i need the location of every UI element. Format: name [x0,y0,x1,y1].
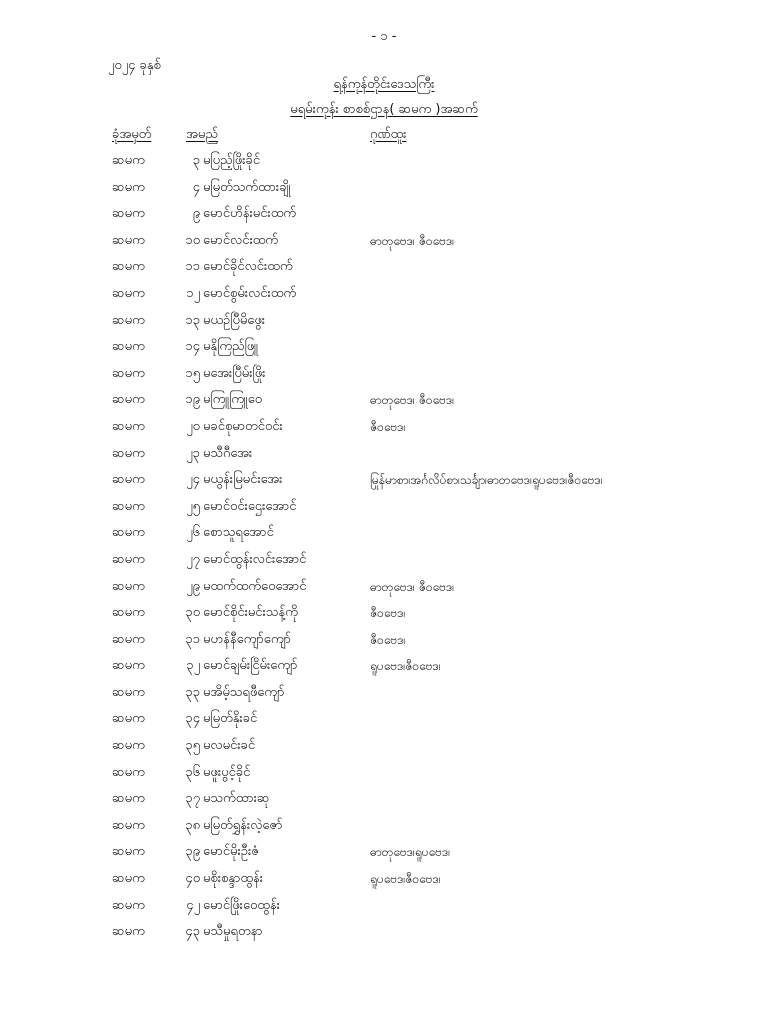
roll-number: ၁၅ [185,365,200,381]
student-name: မမြတ်သက်ထားချို [203,179,291,195]
roll-code: ဆမက [112,339,145,355]
distinctions: ဓာတုဗေဒ၊ရူပဗေဒ၊ [370,845,451,860]
roll-code: ဆမက [112,791,145,807]
student-name: မသက်ထားဆု [203,791,270,807]
list-item [0,813,768,840]
student-name: မနိုကြည်ဖြူ [203,339,258,355]
roll-code: ဆမက [112,153,145,168]
list-item [0,175,768,202]
list-item [0,414,768,441]
distinctions: ဇီဝဗေဒ၊ [370,419,406,434]
roll-code: ဆမက [112,525,145,541]
roll-code: ဆမက [112,897,145,913]
distinctions: ဇီဝဗေဒ၊ [370,606,406,621]
student-name: မောင်ဝင်းဌေးအောင် [203,498,297,514]
roll-number: ၃၅ [185,738,200,754]
roll-code: ဆမက [112,817,145,833]
roll-code: ဆမက [112,631,145,647]
student-name: စောသူရအောင် [203,525,274,541]
roll-code: ဆမက [112,179,145,195]
student-name: မမြတ်နိုးခင် [203,711,258,727]
list-item [0,760,768,787]
roll-number: ၃၈ [185,817,200,833]
roll-number: ၁၄ [185,339,200,355]
roll-code: ဆမက [112,392,145,408]
region-title [0,76,768,95]
column-header-distinctions: ဂုဏ်ထူး [370,127,407,142]
roll-number: ၁၉ [185,392,200,408]
list-item [0,441,768,468]
results-list [0,148,768,946]
student-name: မယဉ်ပြီမိဖွေး [203,312,266,328]
list-item [0,520,768,547]
roll-code: ဆမက [112,738,145,754]
student-name: မပြည့်ဖြိုးခိုင် [203,153,261,168]
student-name: မဟန်နီကျော်ကျော် [203,631,291,647]
roll-code: ဆမက [112,498,145,514]
list-item [0,786,768,813]
student-name: မကြူကြူဝေ [203,392,263,408]
student-name: မယွန်းမြမင်းအေး [203,472,283,488]
student-name: မအိမ့်သရဖီကျော် [203,684,285,700]
list-item [0,866,768,893]
list-item [0,387,768,414]
student-name: မောင်စွမ်းလင်းထက် [203,285,297,301]
list-item [0,308,768,335]
roll-number: ၃၇ [185,791,200,807]
list-item [0,706,768,733]
distinctions: ရူပဗေဒ၊ဇီဝဗေဒ၊ [370,872,441,887]
roll-code: ဆမက [112,711,145,727]
roll-number: ၂၃ [186,445,200,461]
student-name: မောင်လင်းထက် [203,232,279,248]
roll-number: ၂၅ [186,498,200,514]
roll-number: ၃၀ [185,605,200,621]
roll-code: ဆမက [112,658,145,674]
student-name: မစိုးစန္ဒာထွန်း [203,871,264,887]
region-title-text: ရန်ကုန်တိုင်းဒေသကြီး [333,77,435,92]
roll-number: ၁၁ [185,259,200,275]
roll-number: ၃၉ [185,844,200,860]
list-item [0,547,768,574]
student-name: မမြတ်ရွှန်းလဲ့ဇော် [203,817,283,833]
list-item [0,839,768,866]
roll-number: ၄၃ [185,924,200,940]
roll-code: ဆမက [112,924,145,940]
roll-number: ၃၂ [186,658,200,674]
roll-code: ဆမက [112,285,145,301]
student-name: မောင်မိုးဦးဇံ [203,844,260,860]
roll-number: ၂၄ [186,472,200,488]
student-name: မောင်ခိုင်လင်းထက် [203,259,293,275]
list-item [0,919,768,946]
student-name: မောင်ဟိန်းမင်းထက် [203,206,297,222]
roll-number: ၃၄ [185,711,200,727]
roll-number: ၉ [192,206,200,222]
roll-number: ၃၁ [185,631,200,647]
list-item [0,281,768,308]
list-item [0,733,768,760]
list-item [0,893,768,920]
roll-code: ဆမက [112,259,145,275]
roll-code: ဆမက [112,232,145,248]
roll-code: ဆမက [112,578,145,594]
list-item [0,148,768,175]
roll-number: ၁၂ [186,285,200,301]
list-item [0,201,768,228]
student-name: မအေးပြီမ်းဖြိုး [203,365,266,381]
student-name: မောင်ဖြိုးဝေထွန်း [203,897,280,913]
roll-code: ဆမက [112,844,145,860]
roll-number: ၃ [192,153,200,168]
student-name: မဖူးပွင့်ခိုင် [203,764,251,780]
roll-number: ၄၂ [186,897,200,913]
student-name: မခင်စုမာတင်ဝင်း [203,418,283,434]
list-item [0,627,768,654]
list-item [0,494,768,521]
roll-number: ၂၉ [186,578,200,594]
roll-code: ဆမက [112,445,145,461]
list-item [0,228,768,255]
list-item [0,361,768,388]
list-item [0,254,768,281]
roll-number: ၄ [192,179,200,195]
roll-number: ၂၆ [186,525,200,541]
student-name: မသီမှုရတနာ [203,924,263,940]
student-name: မောင်ထွန်းလင်းအောင် [203,551,307,567]
student-name: မောင်စိုင်းမင်းသန့်ကို [203,605,298,621]
list-item [0,680,768,707]
roll-code: ဆမက [112,764,145,780]
roll-code: ဆမက [112,871,145,887]
roll-code: ဆမက [112,418,145,434]
list-item [0,653,768,680]
distinctions: ဓာတုဗေဒ၊ ဇီဝဗေဒ၊ [370,233,455,248]
roll-number: ၂၇ [186,551,200,567]
roll-code: ဆမက [112,365,145,381]
roll-code: ဆမက [112,312,145,328]
list-item [0,334,768,361]
roll-code: ဆမက [112,472,145,488]
roll-number: ၃၆ [185,764,200,780]
distinctions: ရူပဗေဒ၊ဇီဝဗေဒ၊ [370,659,441,674]
student-name: မောင်ချမ်းငြိမ်းကျော် [203,658,298,674]
roll-code: ဆမက [112,551,145,567]
distinctions: ဇီဝဗေဒ၊ [370,632,406,647]
roll-number: ၂၀ [186,418,200,434]
student-name: မထက်ထက်ဝေအောင် [203,578,307,594]
roll-code: ဆမက [112,206,145,222]
roll-code: ဆမက [112,684,145,700]
distinctions: ဓာတုဗေဒ၊ ဇီဝဗေဒ၊ [370,393,455,408]
list-item [0,600,768,627]
student-name: မလမင်းခင် [203,738,256,754]
roll-number: ၄၀ [185,871,200,887]
distinctions: မြန်မာစာ၊အင်္ဂလိပ်စာ၊သင်္ချာ၊ဓာတုဗေဒ၊ရူပဗေဒ၊ဇီဝဗေဒ၊ [370,473,603,488]
roll-number: ၁၃ [185,312,200,328]
page-number: - ၁ - [371,29,397,44]
list-item [0,574,768,601]
distinctions: ဓာတုဗေဒ၊ ဇီဝဗေဒ၊ [370,579,455,594]
roll-code: ဆမက [112,605,145,621]
roll-number: ၁၀ [185,232,200,248]
column-header-roll-number: ခုံအမှတ် [112,127,152,142]
column-header-name: အမည် [186,127,218,142]
roll-number: ၃၃ [185,684,200,700]
exam-center-title [0,101,768,120]
exam-center-title-text: မရမ်းကုန်း စာစစ်ဌာန( ဆမက )အဆက် [290,102,478,117]
student-name: မသီဂီအေး [203,445,253,461]
year-label: ၂၀၂၄ ခုနှစ် [108,58,161,73]
list-item [0,467,768,494]
